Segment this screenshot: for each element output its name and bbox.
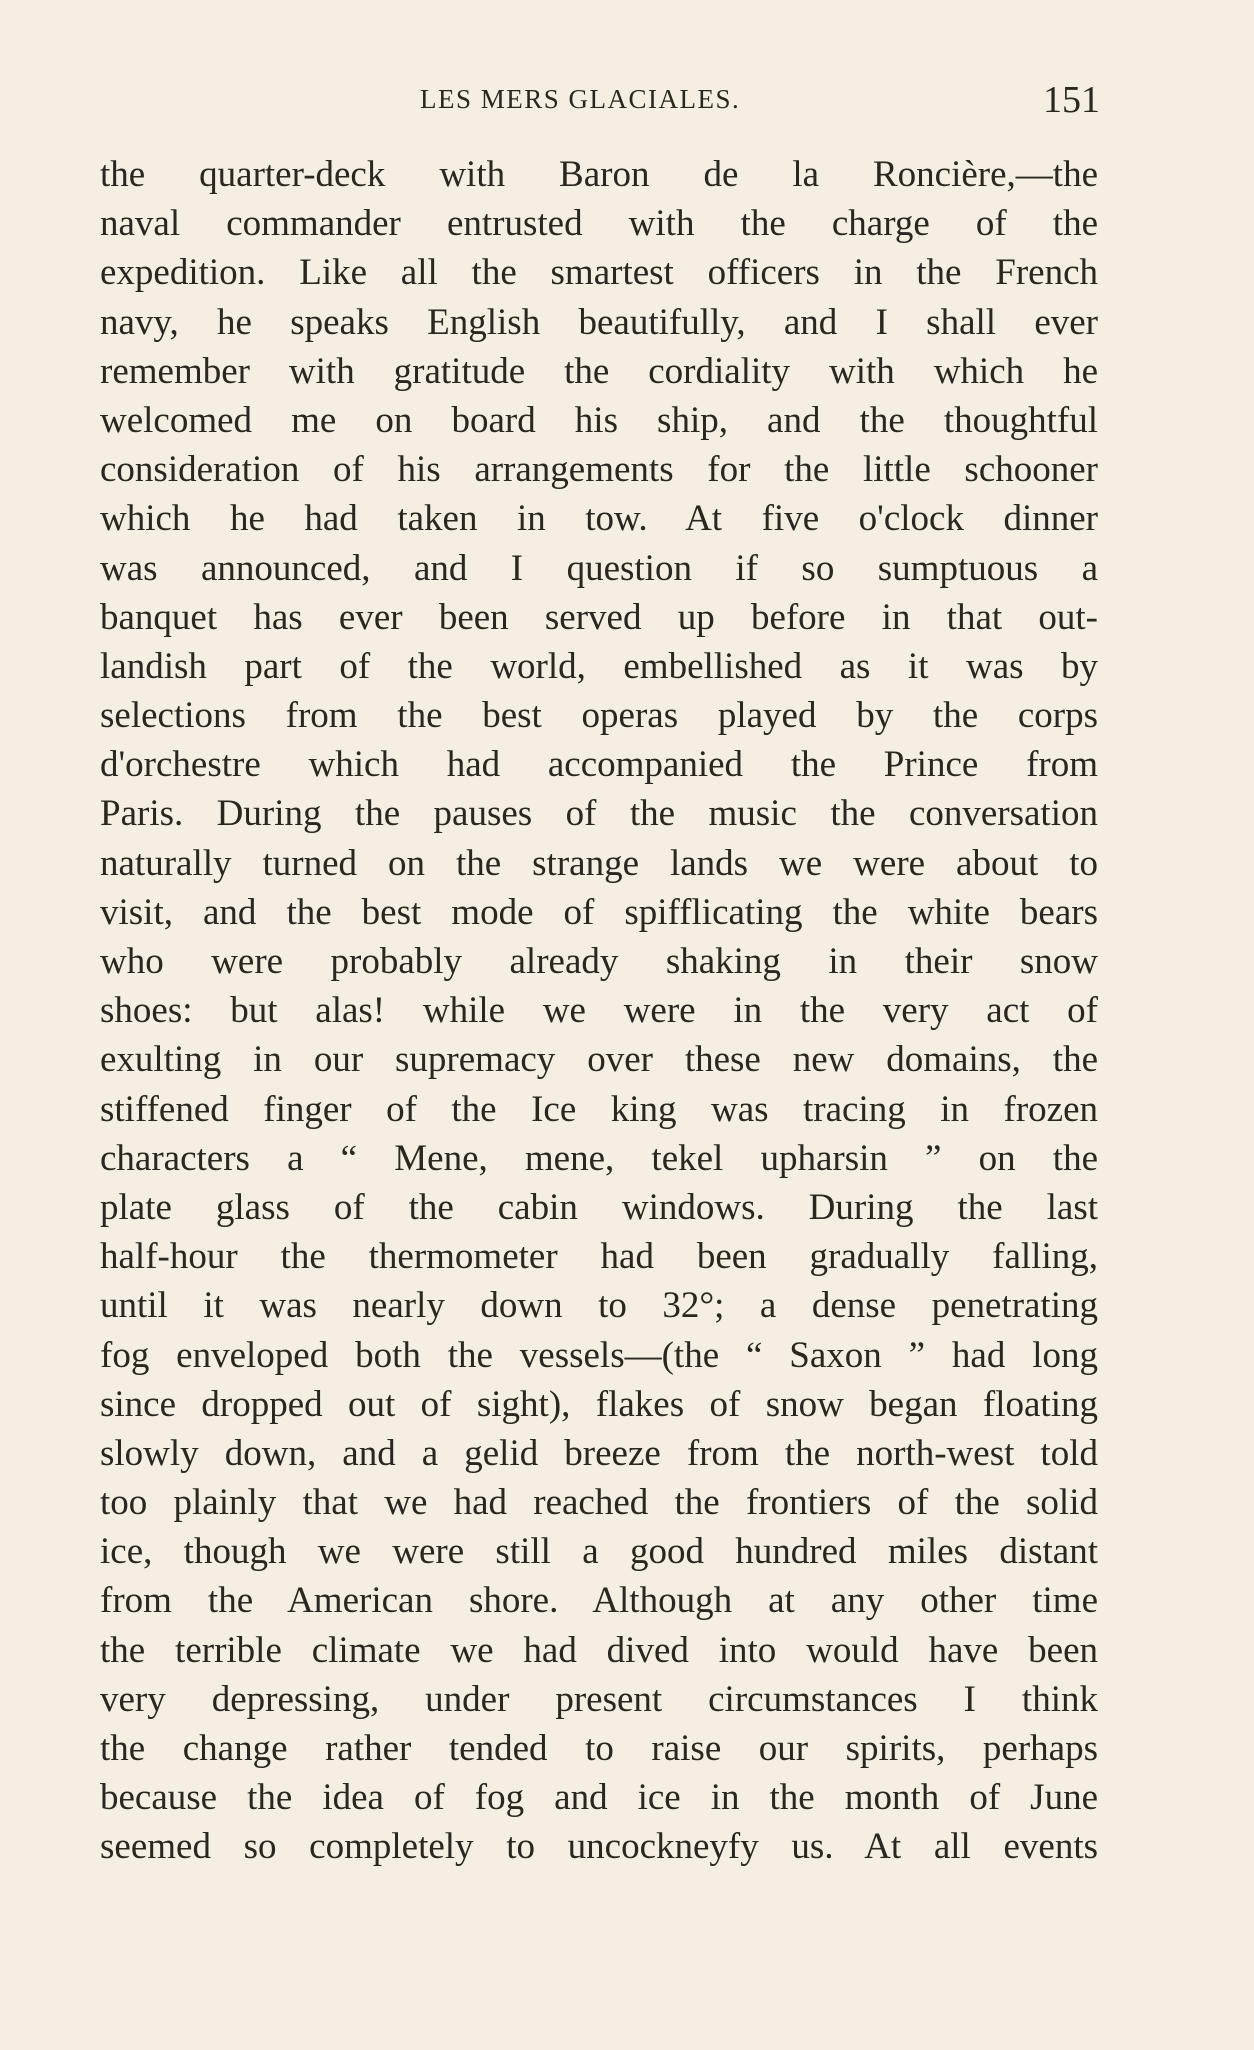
text-line: was announced, and I question if so sumptuous a <box>100 547 1098 589</box>
text-line: very depressing, under present circumstances I think <box>100 1678 1098 1720</box>
text-line: Paris. During the pauses of the music the conversation <box>100 793 1098 835</box>
text-line: which he had taken in tow. At five o'clock dinner <box>100 498 1098 540</box>
text-line: landish part of the world, embellished as it was by <box>100 645 1098 687</box>
text-line: slowly down, and a gelid breeze from the north-west told <box>100 1432 1098 1474</box>
text-line: remember with gratitude the cordiality with which he <box>100 350 1098 392</box>
text-line: welcomed me on board his ship, and the thoughtful <box>100 399 1098 441</box>
text-line: fog enveloped both the vessels—(the “ Saxon ” had long <box>100 1334 1098 1376</box>
page-number: 151 <box>1043 79 1100 121</box>
text-line: seemed so completely to uncockneyfy us. At all events <box>100 1826 1098 1868</box>
text-line: exulting in our supremacy over these new domains, the <box>100 1039 1098 1081</box>
text-line: the terrible climate we had dived into would have been <box>100 1629 1098 1671</box>
text-line: shoes: but alas! while we were in the very act of <box>100 990 1098 1032</box>
text-line: half-hour the thermometer had been gradually falling, <box>100 1236 1098 1278</box>
text-line: d'orchestre which had accompanied the Prince from <box>100 744 1098 786</box>
text-line: because the idea of fog and ice in the month of June <box>100 1777 1098 1819</box>
text-line: until it was nearly down to 32°; a dense penetrating <box>100 1285 1098 1327</box>
text-line: consideration of his arrangements for the little schooner <box>100 449 1098 491</box>
text-line: plate glass of the cabin windows. During the last <box>100 1186 1098 1228</box>
text-line: naval commander entrusted with the charge of the <box>100 203 1098 245</box>
text-line: naturally turned on the strange lands we were about to <box>100 842 1098 884</box>
text-line: expedition. Like all the smartest officers in the French <box>100 252 1098 294</box>
body-text <box>100 150 1098 1872</box>
text-line: who were probably already shaking in their snow <box>100 941 1098 982</box>
text-line: banquet has ever been served up before in that out- <box>100 596 1098 638</box>
text-line: too plainly that we had reached the frontiers of the solid <box>100 1482 1098 1524</box>
text-line: visit, and the best mode of spifflicating the white bears <box>100 891 1098 933</box>
running-head <box>100 78 1100 128</box>
text-line: from the American shore. Although at any other time <box>100 1580 1098 1622</box>
text-line: stiffened finger of the Ice king was tracing in frozen <box>100 1088 1098 1130</box>
text-line: navy, he speaks English beautifully, and I shall ever <box>100 301 1098 343</box>
text-line: characters a “ Mene, mene, tekel upharsin ” on the <box>100 1137 1098 1179</box>
text-line: ice, though we were still a good hundred miles distant <box>100 1531 1098 1573</box>
text-line: the change rather tended to raise our spirits, perhaps <box>100 1728 1098 1769</box>
text-line: selections from the best operas played by the corps <box>100 695 1098 737</box>
running-title: LES MERS GLACIALES. <box>420 84 741 114</box>
text-line: the quarter-deck with Baron de la Roncière,—the <box>100 154 1098 195</box>
text-line: since dropped out of sight), flakes of snow began floating <box>100 1383 1098 1425</box>
